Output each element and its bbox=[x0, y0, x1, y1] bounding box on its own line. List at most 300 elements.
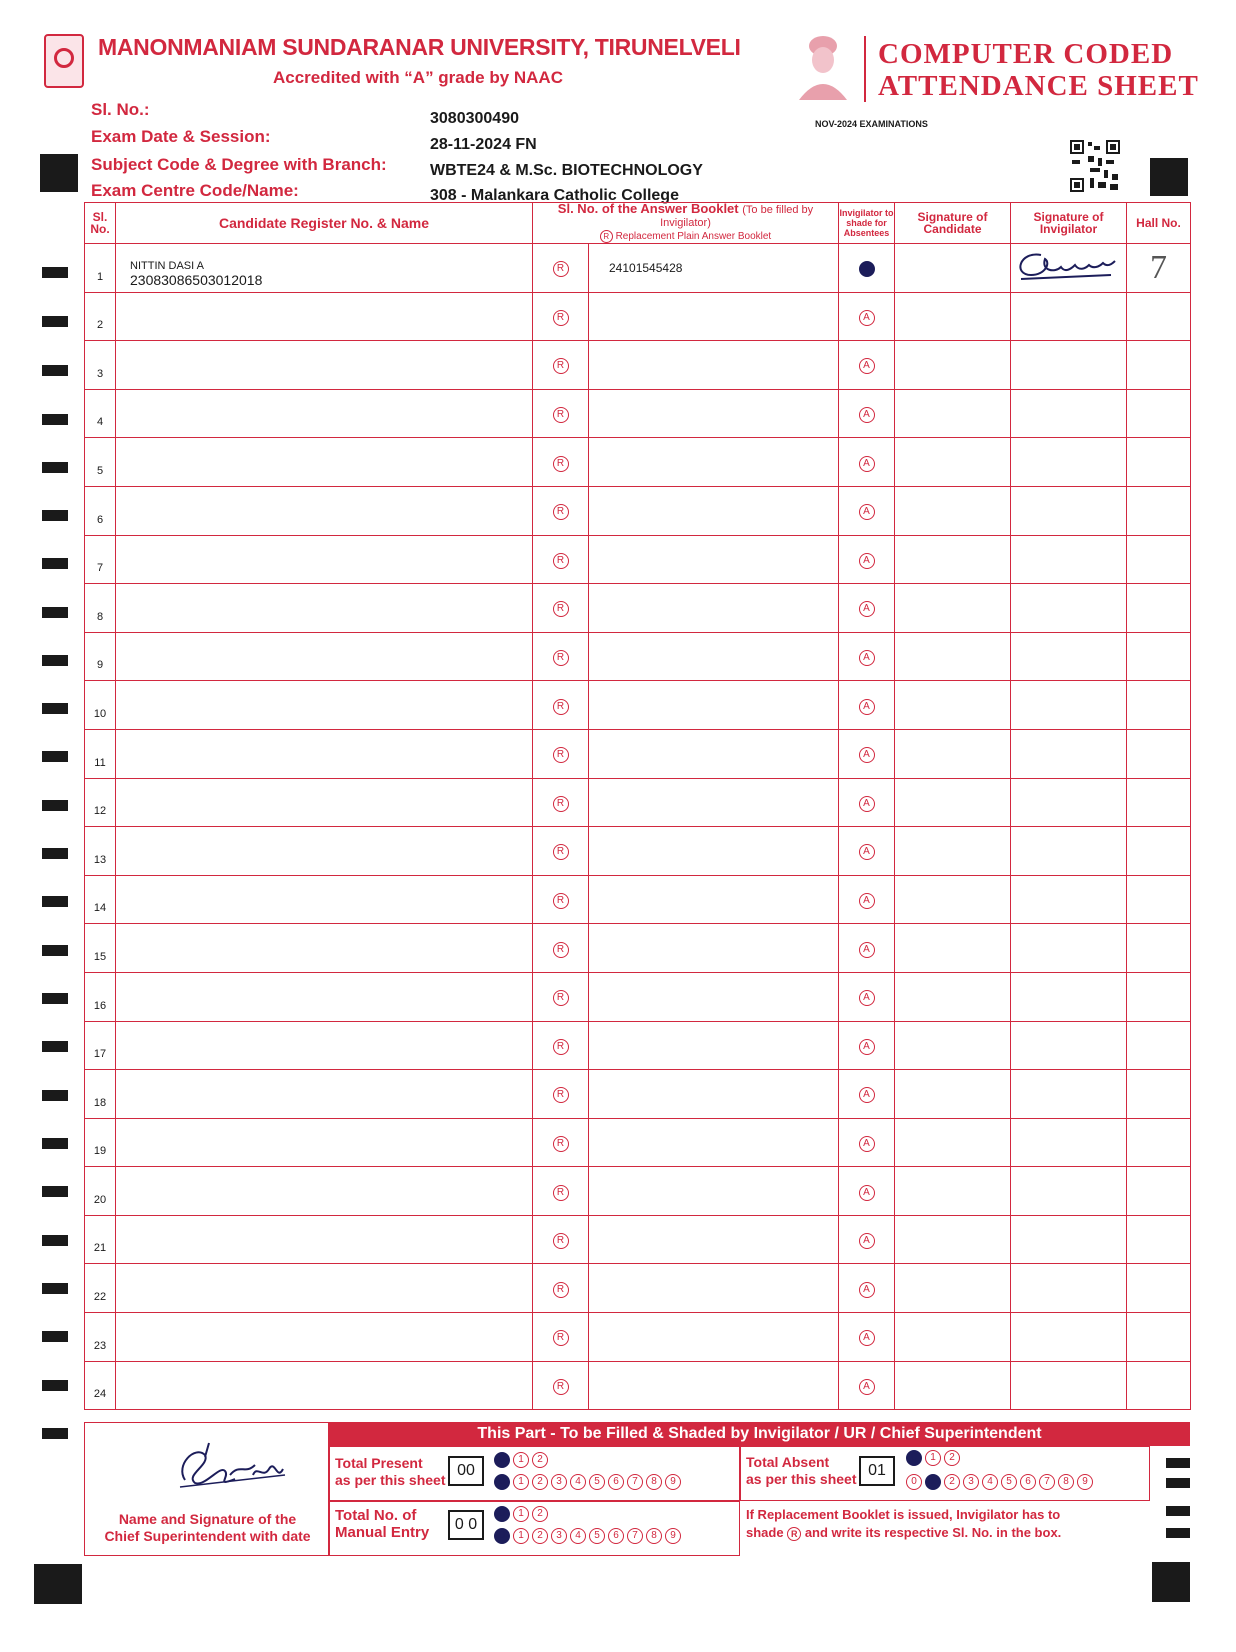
invigilator-signature[interactable] bbox=[1011, 1264, 1127, 1313]
absent-bubble[interactable]: A bbox=[859, 1185, 875, 1201]
total-absent-value[interactable]: 01 bbox=[859, 1456, 895, 1486]
digit-bubble[interactable]: 1 bbox=[513, 1452, 529, 1468]
candidate-cell bbox=[116, 341, 533, 390]
candidate-signature[interactable] bbox=[895, 1021, 1011, 1070]
digit-bubble[interactable]: 3 bbox=[963, 1474, 979, 1490]
row-sl-no: 24 bbox=[85, 1361, 116, 1410]
invigilator-signature[interactable] bbox=[1011, 924, 1127, 973]
absent-bubble[interactable]: A bbox=[859, 942, 875, 958]
digit-bubble[interactable]: 1 bbox=[925, 1474, 941, 1490]
digit-bubble[interactable]: 2 bbox=[532, 1452, 548, 1468]
booklet-number[interactable] bbox=[589, 1215, 839, 1264]
invigilator-signature[interactable] bbox=[1011, 486, 1127, 535]
invigilator-signature[interactable] bbox=[1011, 389, 1127, 438]
replacement-bubble[interactable]: R bbox=[553, 747, 569, 763]
row-sl-no: 11 bbox=[85, 729, 116, 778]
hall-number[interactable] bbox=[1127, 341, 1191, 390]
total-present-value[interactable]: 00 bbox=[448, 1456, 484, 1486]
invigilator-signature[interactable] bbox=[1011, 875, 1127, 924]
digit-bubble[interactable]: 2 bbox=[532, 1528, 548, 1544]
digit-bubble[interactable]: 6 bbox=[608, 1528, 624, 1544]
timing-mark bbox=[42, 1331, 68, 1342]
candidate-cell bbox=[116, 389, 533, 438]
absent-units-bubbles[interactable] bbox=[906, 1474, 1093, 1490]
invigilator-signature[interactable] bbox=[1011, 827, 1127, 876]
replacement-bubble[interactable]: R bbox=[553, 504, 569, 520]
replacement-bubble[interactable]: R bbox=[553, 1282, 569, 1298]
candidate-cell bbox=[116, 1361, 533, 1410]
candidate-cell bbox=[116, 1215, 533, 1264]
row-sl-no: 8 bbox=[85, 584, 116, 633]
col-sl: Sl. No. bbox=[85, 203, 116, 244]
sheet-title: COMPUTER CODED ATTENDANCE SHEET bbox=[878, 38, 1199, 102]
candidate-cell bbox=[116, 535, 533, 584]
booklet-number[interactable] bbox=[589, 1167, 839, 1216]
booklet-number[interactable] bbox=[589, 875, 839, 924]
replacement-bubble[interactable]: R bbox=[553, 456, 569, 472]
col-sig-candidate: Signature of Candidate bbox=[895, 203, 1011, 244]
digit-bubble[interactable]: 2 bbox=[532, 1506, 548, 1522]
table-row bbox=[85, 924, 1191, 973]
booklet-number[interactable] bbox=[589, 1264, 839, 1313]
table-row bbox=[85, 778, 1191, 827]
digit-bubble[interactable]: 6 bbox=[1020, 1474, 1036, 1490]
digit-bubble[interactable]: 0 bbox=[494, 1474, 510, 1490]
absent-bubble[interactable]: A bbox=[859, 601, 875, 617]
absent-bubble[interactable]: A bbox=[859, 796, 875, 812]
hall-number[interactable] bbox=[1127, 875, 1191, 924]
row-sl-no: 19 bbox=[85, 1118, 116, 1167]
digit-bubble[interactable]: 6 bbox=[608, 1474, 624, 1490]
candidate-signature[interactable] bbox=[895, 1361, 1011, 1410]
digit-bubble[interactable]: 0 bbox=[494, 1528, 510, 1544]
absent-bubble-cell bbox=[839, 438, 895, 487]
digit-bubble[interactable]: 0 bbox=[494, 1506, 510, 1522]
candidate-signature[interactable] bbox=[895, 1118, 1011, 1167]
replacement-bubble[interactable]: R bbox=[553, 1233, 569, 1249]
centre-label: Exam Centre Code/Name: bbox=[91, 181, 299, 200]
booklet-number[interactable]: 24101545428 bbox=[589, 244, 839, 293]
manual-entry-value[interactable]: 0 0 bbox=[448, 1510, 484, 1540]
table-row bbox=[85, 729, 1191, 778]
digit-bubble[interactable]: 1 bbox=[513, 1474, 529, 1490]
invigilator-signature[interactable] bbox=[1011, 244, 1127, 293]
col-absent: Invigilator to shade for Absentees bbox=[839, 203, 895, 244]
bottom-band: This Part - To be Filled & Shaded by Invigilator / UR / Chief Superintendent bbox=[329, 1422, 1190, 1446]
absent-bubble[interactable]: A bbox=[859, 504, 875, 520]
totals-section bbox=[84, 1422, 1190, 1556]
replacement-bubble[interactable]: R bbox=[553, 942, 569, 958]
hall-number[interactable] bbox=[1127, 1215, 1191, 1264]
table-row bbox=[85, 1361, 1191, 1410]
digit-bubble[interactable]: 5 bbox=[1001, 1474, 1017, 1490]
candidate-signature[interactable] bbox=[895, 244, 1011, 293]
candidate-signature[interactable] bbox=[895, 778, 1011, 827]
timing-mark bbox=[42, 558, 68, 569]
replacement-bubble[interactable]: R bbox=[553, 407, 569, 423]
replacement-bubble[interactable]: R bbox=[553, 1136, 569, 1152]
booklet-number[interactable] bbox=[589, 584, 839, 633]
invigilator-signature[interactable] bbox=[1011, 1361, 1127, 1410]
table-row bbox=[85, 535, 1191, 584]
candidate-signature[interactable] bbox=[895, 729, 1011, 778]
digit-bubble[interactable]: 4 bbox=[570, 1528, 586, 1544]
replacement-bubble[interactable]: R bbox=[553, 1379, 569, 1395]
chief-label-2: Chief Superintendent with date bbox=[104, 1528, 311, 1544]
absent-bubble[interactable]: A bbox=[859, 407, 875, 423]
absent-bubble[interactable]: A bbox=[859, 456, 875, 472]
replacement-bubble-cell bbox=[533, 1118, 589, 1167]
invigilator-signature[interactable] bbox=[1011, 1313, 1127, 1362]
absent-bubble[interactable]: A bbox=[859, 358, 875, 374]
replacement-bubble[interactable]: R bbox=[553, 844, 569, 860]
exam-date-value: 28-11-2024 FN bbox=[430, 136, 537, 153]
booklet-number[interactable] bbox=[589, 924, 839, 973]
booklet-number[interactable] bbox=[589, 486, 839, 535]
chief-signature bbox=[165, 1435, 305, 1495]
replacement-bubble[interactable]: R bbox=[553, 699, 569, 715]
digit-bubble[interactable]: 2 bbox=[532, 1474, 548, 1490]
digit-bubble[interactable]: 7 bbox=[1039, 1474, 1055, 1490]
present-tens-bubbles[interactable] bbox=[494, 1452, 548, 1468]
hall-number[interactable] bbox=[1127, 584, 1191, 633]
hall-number[interactable] bbox=[1127, 438, 1191, 487]
hall-number[interactable] bbox=[1127, 1118, 1191, 1167]
hall-number[interactable] bbox=[1127, 1264, 1191, 1313]
booklet-number[interactable] bbox=[589, 1021, 839, 1070]
timing-mark bbox=[42, 1138, 68, 1149]
table-row bbox=[85, 827, 1191, 876]
invigilator-signature[interactable] bbox=[1011, 778, 1127, 827]
replacement-bubble-cell bbox=[533, 341, 589, 390]
candidate-signature[interactable] bbox=[895, 486, 1011, 535]
table-row bbox=[85, 875, 1191, 924]
digit-bubble[interactable]: 3 bbox=[551, 1528, 567, 1544]
absent-bubble[interactable]: A bbox=[859, 699, 875, 715]
digit-bubble[interactable]: 1 bbox=[513, 1528, 529, 1544]
hall-number[interactable] bbox=[1127, 1361, 1191, 1410]
digit-bubble[interactable]: 9 bbox=[665, 1528, 681, 1544]
invigilator-signature[interactable] bbox=[1011, 972, 1127, 1021]
candidate-signature[interactable] bbox=[895, 972, 1011, 1021]
digit-bubble[interactable]: 2 bbox=[944, 1474, 960, 1490]
absent-bubble-cell bbox=[839, 778, 895, 827]
candidate-cell bbox=[116, 584, 533, 633]
invigilator-signature[interactable] bbox=[1011, 341, 1127, 390]
digit-bubble[interactable]: 5 bbox=[589, 1474, 605, 1490]
table-row bbox=[85, 292, 1191, 341]
candidate-signature[interactable] bbox=[895, 1167, 1011, 1216]
invigilator-signature[interactable] bbox=[1011, 729, 1127, 778]
absent-bubble[interactable]: A bbox=[859, 553, 875, 569]
replacement-bubble[interactable]: R bbox=[553, 1087, 569, 1103]
invigilator-signature[interactable] bbox=[1011, 1215, 1127, 1264]
candidate-signature[interactable] bbox=[895, 1313, 1011, 1362]
invigilator-signature[interactable] bbox=[1011, 438, 1127, 487]
absent-tens-bubbles[interactable] bbox=[906, 1450, 960, 1466]
absent-bubble[interactable]: A bbox=[859, 844, 875, 860]
candidate-signature[interactable] bbox=[895, 584, 1011, 633]
manual-label: Total No. of bbox=[335, 1507, 417, 1524]
absent-bubble-cell bbox=[839, 1264, 895, 1313]
timing-mark bbox=[42, 607, 68, 618]
replacement-bubble-cell bbox=[533, 1167, 589, 1216]
hall-number[interactable] bbox=[1127, 1021, 1191, 1070]
hall-number[interactable] bbox=[1127, 827, 1191, 876]
booklet-number[interactable] bbox=[589, 1361, 839, 1410]
candidate-signature[interactable] bbox=[895, 632, 1011, 681]
candidate-name: NITTIN DASI A bbox=[130, 260, 204, 272]
total-present-label-2: as per this sheet bbox=[335, 1472, 446, 1488]
absent-bubble[interactable]: A bbox=[859, 1379, 875, 1395]
absent-bubble-cell bbox=[839, 584, 895, 633]
replacement-bubble[interactable]: R bbox=[553, 650, 569, 666]
replacement-bubble[interactable]: R bbox=[553, 893, 569, 909]
table-row bbox=[85, 389, 1191, 438]
hall-number[interactable] bbox=[1127, 1070, 1191, 1119]
hall-number[interactable] bbox=[1127, 486, 1191, 535]
replacement-bubble[interactable]: R bbox=[553, 358, 569, 374]
timing-mark bbox=[42, 751, 68, 762]
hall-number[interactable] bbox=[1127, 972, 1191, 1021]
timing-mark bbox=[42, 896, 68, 907]
digit-bubble[interactable]: 9 bbox=[665, 1474, 681, 1490]
total-absent-label-2: as per this sheet bbox=[746, 1471, 857, 1487]
total-present-label: Total Present bbox=[335, 1455, 423, 1471]
invigilator-signature[interactable] bbox=[1011, 584, 1127, 633]
absent-bubble[interactable]: A bbox=[859, 1136, 875, 1152]
hall-number[interactable] bbox=[1127, 778, 1191, 827]
row-sl-no: 14 bbox=[85, 875, 116, 924]
replacement-bubble-cell bbox=[533, 1021, 589, 1070]
row-sl-no: 22 bbox=[85, 1264, 116, 1313]
hall-number[interactable] bbox=[1127, 729, 1191, 778]
absent-bubble[interactable]: A bbox=[859, 261, 875, 277]
absent-bubble[interactable]: A bbox=[859, 1039, 875, 1055]
candidate-signature[interactable] bbox=[895, 924, 1011, 973]
candidate-signature[interactable] bbox=[895, 827, 1011, 876]
table-row bbox=[85, 972, 1191, 1021]
candidate-signature[interactable] bbox=[895, 1215, 1011, 1264]
replacement-bubble[interactable]: R bbox=[553, 601, 569, 617]
candidate-cell bbox=[116, 1167, 533, 1216]
replacement-bubble-cell bbox=[533, 1215, 589, 1264]
absent-bubble-cell bbox=[839, 389, 895, 438]
booklet-number[interactable] bbox=[589, 389, 839, 438]
candidate-signature[interactable] bbox=[895, 875, 1011, 924]
digit-bubble[interactable]: 7 bbox=[627, 1528, 643, 1544]
row-sl-no: 5 bbox=[85, 438, 116, 487]
absent-bubble[interactable]: A bbox=[859, 1330, 875, 1346]
replacement-bubble[interactable]: R bbox=[553, 1185, 569, 1201]
digit-bubble[interactable]: 8 bbox=[646, 1474, 662, 1490]
replacement-bubble[interactable]: R bbox=[553, 990, 569, 1006]
invigilator-signature[interactable] bbox=[1011, 535, 1127, 584]
digit-bubble[interactable]: 1 bbox=[925, 1450, 941, 1466]
timing-mark bbox=[42, 1235, 68, 1246]
sl-no-value: 3080300490 bbox=[430, 110, 519, 127]
hall-number[interactable] bbox=[1127, 924, 1191, 973]
booklet-number[interactable] bbox=[589, 1313, 839, 1362]
absent-bubble-cell bbox=[839, 1361, 895, 1410]
manual-tens-bubbles[interactable] bbox=[494, 1506, 548, 1522]
timing-mark bbox=[42, 1428, 68, 1439]
hall-number[interactable] bbox=[1127, 389, 1191, 438]
invigilator-signature[interactable] bbox=[1011, 292, 1127, 341]
replacement-bubble[interactable]: R bbox=[553, 310, 569, 326]
absent-bubble[interactable]: A bbox=[859, 990, 875, 1006]
digit-bubble[interactable]: 0 bbox=[906, 1450, 922, 1466]
invigilator-signature[interactable] bbox=[1011, 1118, 1127, 1167]
hall-number[interactable] bbox=[1127, 1313, 1191, 1362]
booklet-number[interactable] bbox=[589, 535, 839, 584]
timing-mark bbox=[42, 1380, 68, 1391]
digit-bubble[interactable]: 4 bbox=[570, 1474, 586, 1490]
total-absent-label: Total Absent bbox=[746, 1454, 830, 1470]
candidate-signature[interactable] bbox=[895, 1070, 1011, 1119]
manual-label-2: Manual Entry bbox=[335, 1524, 430, 1541]
timing-mark bbox=[42, 1283, 68, 1294]
digit-bubble[interactable]: 1 bbox=[513, 1506, 529, 1522]
booklet-number[interactable] bbox=[589, 972, 839, 1021]
table-row bbox=[85, 1215, 1191, 1264]
digit-bubble[interactable]: 0 bbox=[906, 1474, 922, 1490]
absent-bubble[interactable]: A bbox=[859, 1282, 875, 1298]
invigilator-signature[interactable] bbox=[1011, 1070, 1127, 1119]
candidate-signature[interactable] bbox=[895, 341, 1011, 390]
replacement-bubble[interactable]: R bbox=[553, 1330, 569, 1346]
hall-number[interactable] bbox=[1127, 535, 1191, 584]
digit-bubble[interactable]: 5 bbox=[589, 1528, 605, 1544]
table-row bbox=[85, 438, 1191, 487]
replacement-bubble-cell bbox=[533, 1070, 589, 1119]
replacement-bubble-cell bbox=[533, 632, 589, 681]
candidate-signature[interactable] bbox=[895, 681, 1011, 730]
absent-bubble[interactable]: A bbox=[859, 310, 875, 326]
absent-bubble[interactable]: A bbox=[859, 1233, 875, 1249]
absent-bubble-cell bbox=[839, 1070, 895, 1119]
digit-bubble[interactable]: 2 bbox=[944, 1450, 960, 1466]
manual-units-bubbles[interactable] bbox=[494, 1528, 681, 1544]
candidate-signature[interactable] bbox=[895, 535, 1011, 584]
table-row bbox=[85, 632, 1191, 681]
booklet-number[interactable] bbox=[589, 729, 839, 778]
replacement-bubble-cell bbox=[533, 535, 589, 584]
replacement-bubble-cell bbox=[533, 1264, 589, 1313]
replacement-bubble-cell bbox=[533, 1361, 589, 1410]
hall-number[interactable] bbox=[1127, 1167, 1191, 1216]
register-number: 23083086503012018 bbox=[130, 272, 263, 288]
timing-mark bbox=[42, 316, 68, 327]
invigilator-signature[interactable] bbox=[1011, 1021, 1127, 1070]
digit-bubble[interactable]: 9 bbox=[1077, 1474, 1093, 1490]
replacement-bubble[interactable]: R bbox=[553, 553, 569, 569]
invigilator-signature[interactable] bbox=[1011, 632, 1127, 681]
absent-bubble[interactable]: A bbox=[859, 893, 875, 909]
candidate-cell bbox=[116, 827, 533, 876]
absent-bubble-cell bbox=[839, 486, 895, 535]
absent-bubble[interactable]: A bbox=[859, 1087, 875, 1103]
candidate-signature[interactable] bbox=[895, 438, 1011, 487]
booklet-number[interactable] bbox=[589, 632, 839, 681]
table-row bbox=[85, 341, 1191, 390]
booklet-number[interactable] bbox=[589, 681, 839, 730]
hall-number[interactable] bbox=[1127, 292, 1191, 341]
candidate-cell bbox=[116, 438, 533, 487]
replacement-bubble-cell bbox=[533, 875, 589, 924]
booklet-number[interactable] bbox=[589, 827, 839, 876]
digit-bubble[interactable]: 7 bbox=[627, 1474, 643, 1490]
timing-mark bbox=[42, 993, 68, 1004]
absent-bubble-cell bbox=[839, 827, 895, 876]
header-divider bbox=[864, 36, 866, 102]
replacement-bubble-cell bbox=[533, 681, 589, 730]
absent-bubble-cell bbox=[839, 535, 895, 584]
absent-bubble-cell bbox=[839, 1313, 895, 1362]
subject-label: Subject Code & Degree with Branch: bbox=[91, 155, 387, 174]
absent-bubble-cell bbox=[839, 292, 895, 341]
replacement-bubble-cell bbox=[533, 389, 589, 438]
replacement-bubble-cell bbox=[533, 778, 589, 827]
row-sl-no: 2 bbox=[85, 292, 116, 341]
timing-mark bbox=[42, 1186, 68, 1197]
digit-bubble[interactable]: 0 bbox=[494, 1452, 510, 1468]
absent-bubble[interactable]: A bbox=[859, 747, 875, 763]
absent-bubble[interactable]: A bbox=[859, 650, 875, 666]
booklet-number[interactable] bbox=[589, 341, 839, 390]
booklet-number[interactable] bbox=[589, 1070, 839, 1119]
replacement-bubble[interactable]: R bbox=[553, 261, 569, 277]
replacement-bubble[interactable]: R bbox=[553, 1039, 569, 1055]
present-units-bubbles[interactable] bbox=[494, 1474, 681, 1490]
candidate-signature[interactable] bbox=[895, 1264, 1011, 1313]
digit-bubble[interactable]: 8 bbox=[1058, 1474, 1074, 1490]
university-logo bbox=[44, 34, 84, 88]
timing-mark bbox=[42, 1041, 68, 1052]
invigilator-signature[interactable] bbox=[1011, 681, 1127, 730]
row-sl-no: 10 bbox=[85, 681, 116, 730]
university-name: MANONMANIAM SUNDARANAR UNIVERSITY, TIRUNELVELI bbox=[98, 34, 741, 60]
attendance-table bbox=[84, 202, 1191, 1410]
digit-bubble[interactable]: 3 bbox=[551, 1474, 567, 1490]
candidate-signature[interactable] bbox=[895, 389, 1011, 438]
booklet-number[interactable] bbox=[589, 438, 839, 487]
replacement-bubble-cell bbox=[533, 244, 589, 293]
replacement-bubble-cell bbox=[533, 827, 589, 876]
corner-marker bbox=[1150, 158, 1188, 196]
hall-number[interactable] bbox=[1127, 681, 1191, 730]
invigilator-signature[interactable] bbox=[1011, 1167, 1127, 1216]
hall-number[interactable] bbox=[1127, 632, 1191, 681]
row-sl-no: 21 bbox=[85, 1215, 116, 1264]
chief-signature-box bbox=[84, 1422, 329, 1556]
row-sl-no: 6 bbox=[85, 486, 116, 535]
booklet-number[interactable] bbox=[589, 1118, 839, 1167]
digit-bubble[interactable]: 4 bbox=[982, 1474, 998, 1490]
digit-bubble[interactable]: 8 bbox=[646, 1528, 662, 1544]
timing-mark bbox=[42, 945, 68, 956]
booklet-number[interactable] bbox=[589, 778, 839, 827]
replacement-bubble[interactable]: R bbox=[553, 796, 569, 812]
exam-date-label: Exam Date & Session: bbox=[91, 127, 271, 146]
hall-number[interactable]: 7 bbox=[1127, 244, 1191, 293]
candidate-cell bbox=[116, 244, 533, 293]
candidate-signature[interactable] bbox=[895, 292, 1011, 341]
col-candidate: Candidate Register No. & Name bbox=[116, 203, 533, 244]
candidate-cell bbox=[116, 1021, 533, 1070]
row-sl-no: 20 bbox=[85, 1167, 116, 1216]
booklet-number[interactable] bbox=[589, 292, 839, 341]
